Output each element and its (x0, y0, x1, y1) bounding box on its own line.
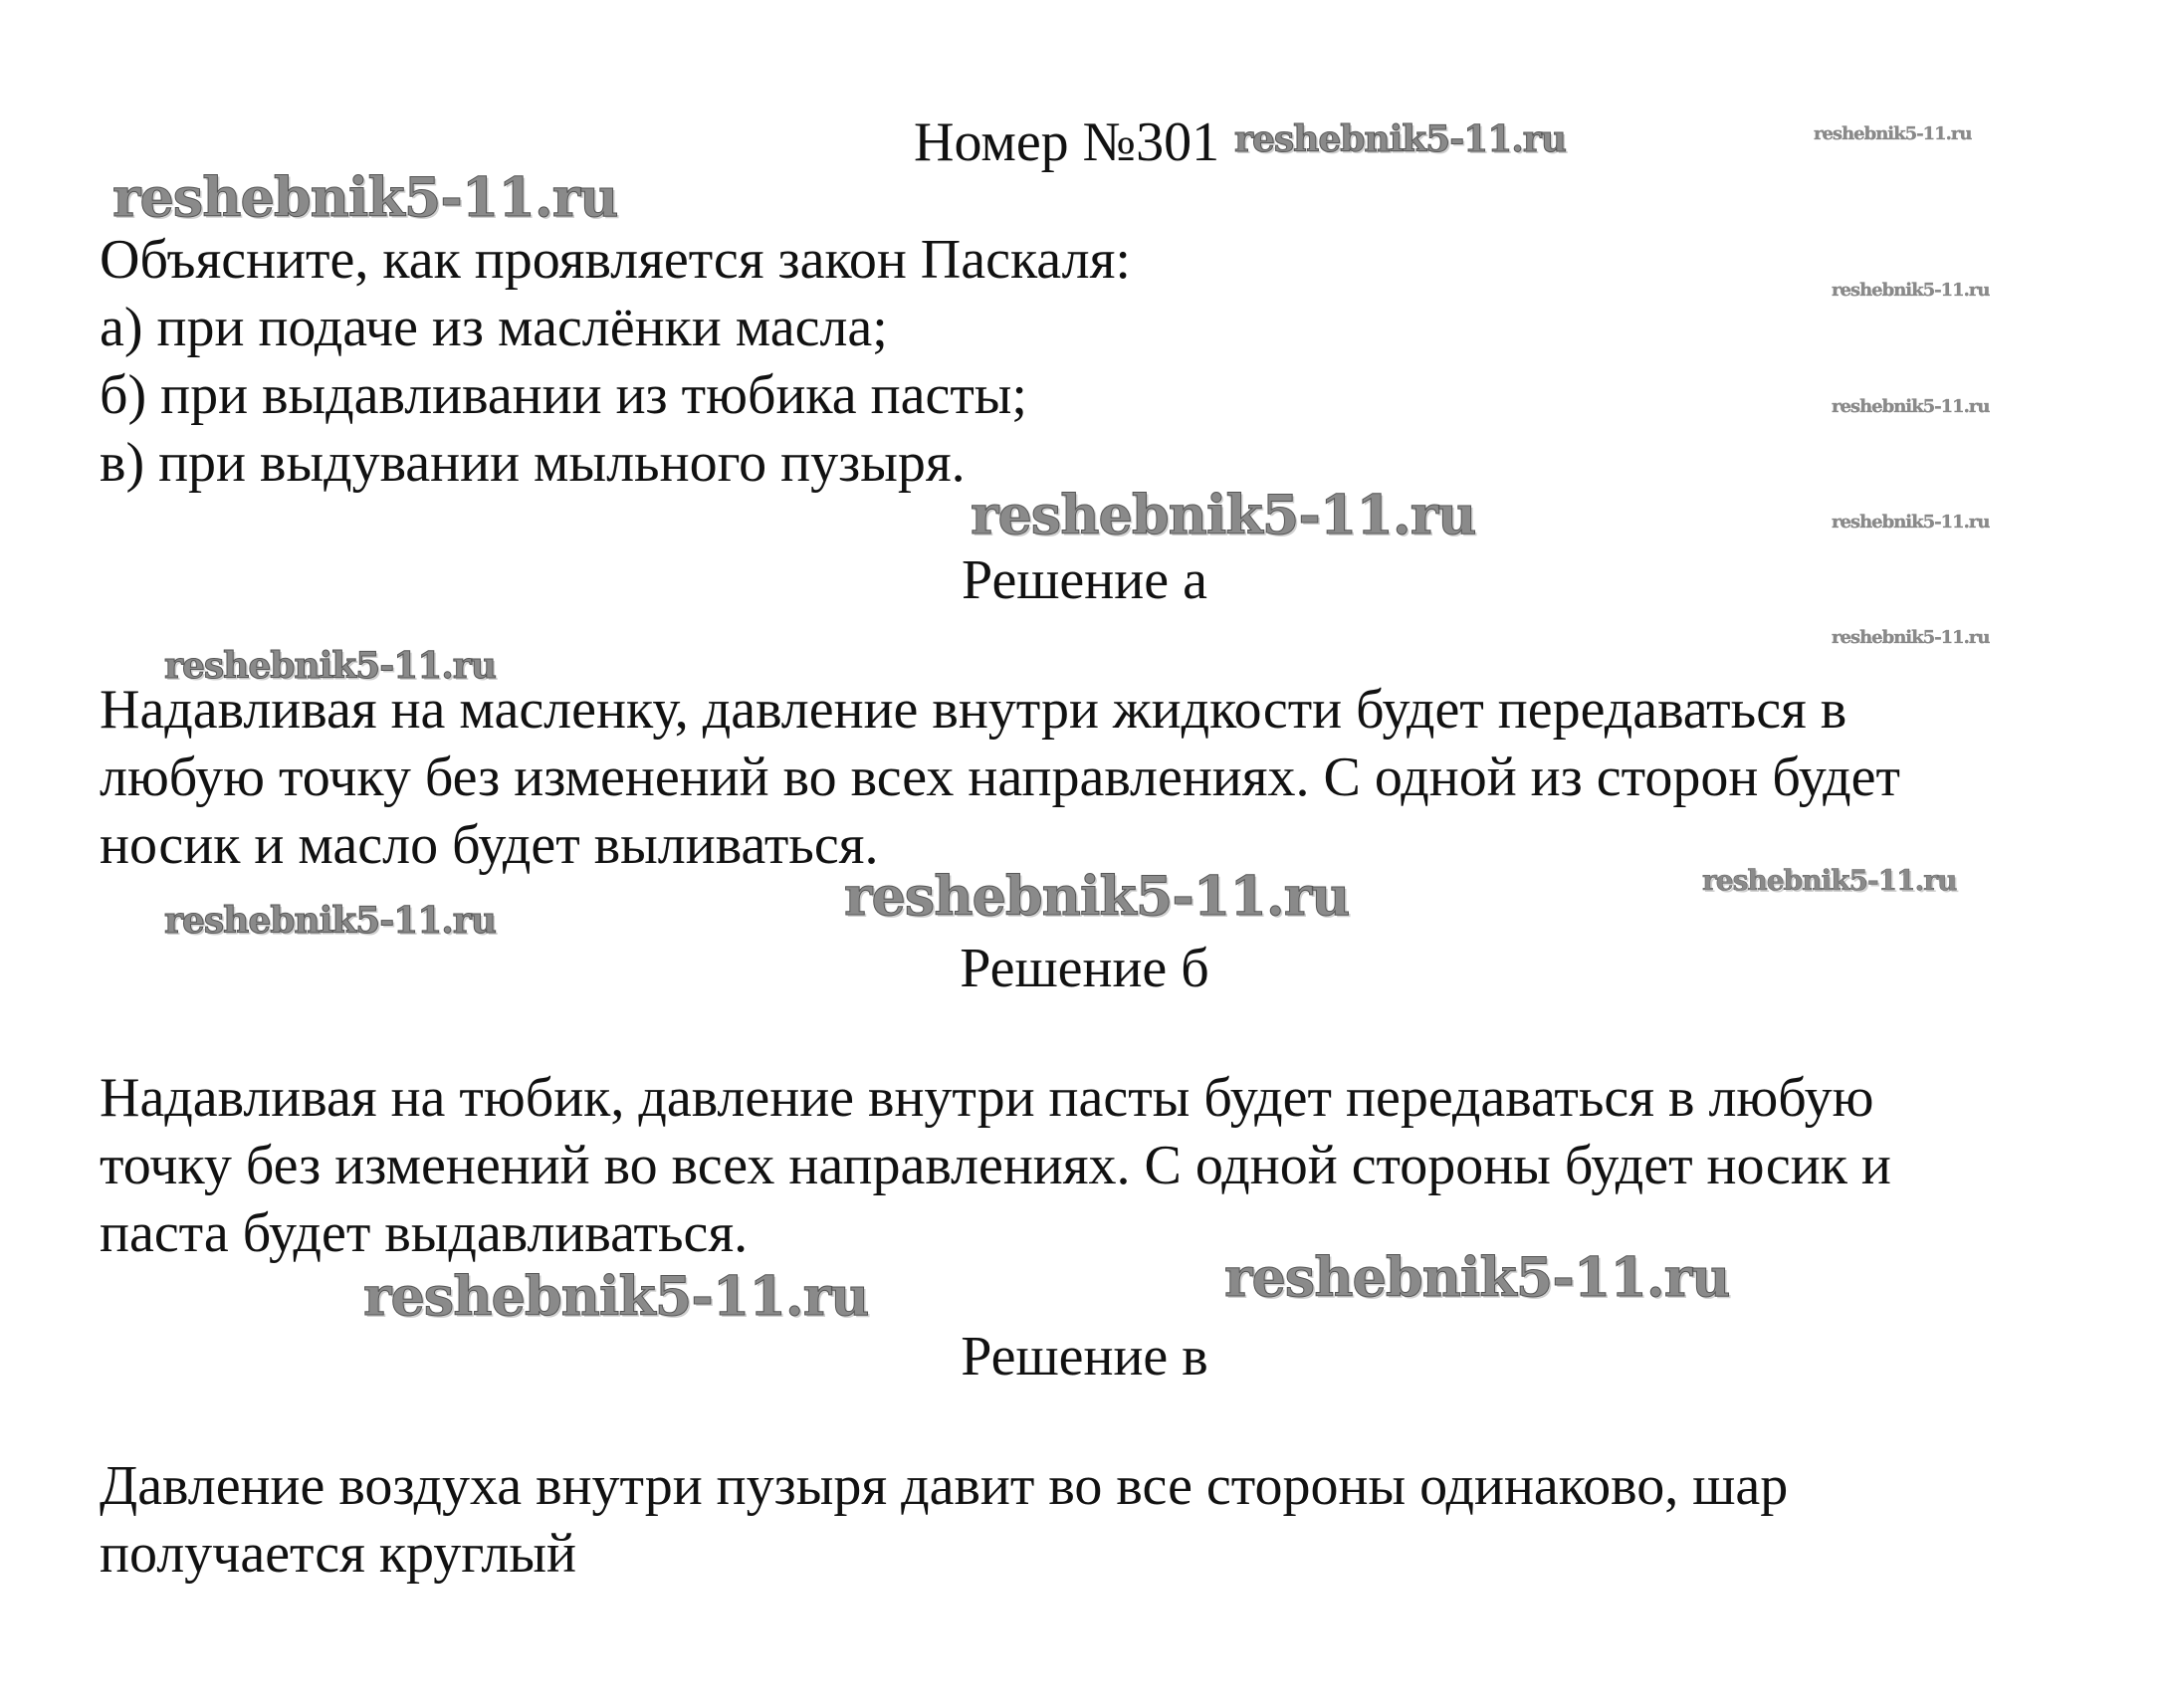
watermark: reshebnik5-11.ru (1832, 396, 1990, 417)
solution-c-line-2: получается круглый (100, 1523, 576, 1585)
watermark: reshebnik5-11.ru (1814, 123, 1972, 144)
watermark: reshebnik5-11.ru (164, 645, 496, 687)
watermark: reshebnik5-11.ru (844, 864, 1350, 928)
watermark: reshebnik5-11.ru (971, 483, 1476, 546)
watermark: reshebnik5-11.ru (1234, 118, 1566, 160)
solution-c-heading: Решение в (961, 1326, 1208, 1388)
watermark: reshebnik5-11.ru (1832, 280, 1990, 301)
watermark: reshebnik5-11.ru (1224, 1245, 1730, 1309)
watermark: reshebnik5-11.ru (164, 900, 496, 942)
solution-c-line-1: Давление воздуха внутри пузыря давит во все стороны одинаково, шар (100, 1455, 1789, 1517)
solution-a-line-2: любую точку без изменений во всех направлениях. С одной из сторон будет (100, 747, 1900, 808)
question-item-c: в) при выдувании мыльного пузыря. (100, 432, 966, 494)
watermark: reshebnik5-11.ru (112, 165, 618, 229)
solution-a-heading: Решение а (962, 549, 1207, 611)
watermark: reshebnik5-11.ru (1702, 864, 1957, 897)
solution-b-line-3: паста будет выдавливаться. (100, 1202, 749, 1264)
solution-b-heading: Решение б (960, 938, 1209, 999)
watermark: reshebnik5-11.ru (363, 1264, 869, 1328)
question-item-a: а) при подаче из маслёнки масла; (100, 297, 888, 358)
solution-b-line-1: Надавливая на тюбик, давление внутри пасты будет передаваться в любую (100, 1067, 1874, 1129)
question-text: Объясните, как проявляется закон Паскаля: (100, 229, 1131, 291)
watermark: reshebnik5-11.ru (1832, 627, 1990, 648)
watermark: reshebnik5-11.ru (1832, 512, 1990, 533)
solution-b-line-2: точку без изменений во всех направлениях. С одной стороны будет носик и (100, 1135, 1891, 1196)
solution-a-line-1: Надавливая на масленку, давление внутри жидкости будет передаваться в (100, 679, 1847, 741)
solution-a-line-3: носик и масло будет выливаться. (100, 814, 879, 876)
question-item-b: б) при выдавливании из тюбика пасты; (100, 364, 1027, 426)
page-title: Номер №301 (914, 111, 1220, 173)
